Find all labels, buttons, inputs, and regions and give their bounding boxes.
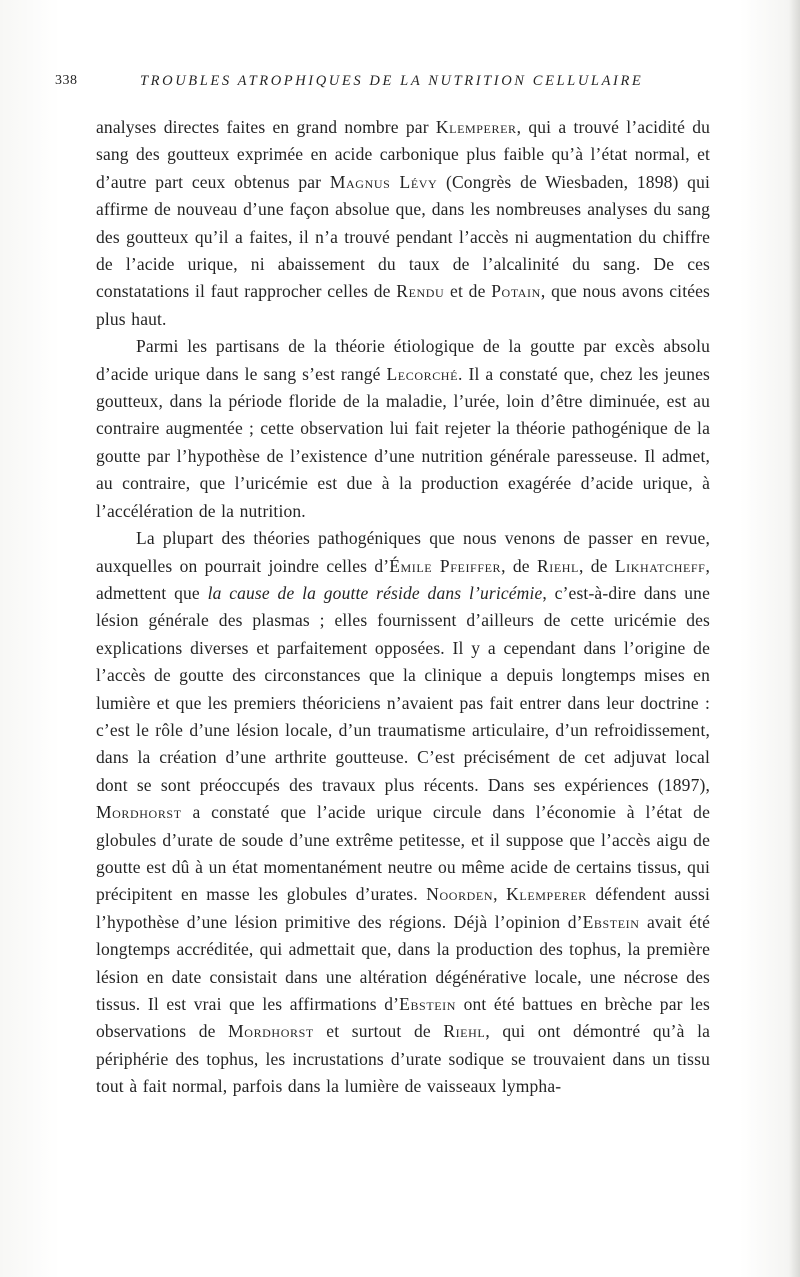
author-name: Riehl: [443, 1021, 486, 1042]
text-run: , admettent que: [96, 555, 710, 603]
emphasized-text: la cause de la goutte réside dans l’uricémie: [207, 582, 543, 603]
text-run: . Il a constaté que, chez les jeunes goutteux, dans la période floride de la maladie, l’urée, loin d’être diminuée, est au contraire augmentée ; cette observation lui fait rejeter la théorie pathogénique de la goutte par l’hypothèse de l’existence d’une nutrition générale paresseuse. Il admet, au contraire, que l’uricémie est due à la production exagérée d’acide urique, à l’accélération de la nutrition.: [96, 363, 710, 521]
author-name: Klemperer: [506, 884, 587, 905]
page-number: 338: [55, 73, 78, 88]
text-run: a constaté que l’acide urique circule dans l’économie à l’état de globules d’urate de soude d’une extrême petitesse, et il suppose que l’accès aigu de goutte est dû à un état momentanément neutre ou même acide de certains tissus, qui précipitent en masse les globules d’urates.: [96, 802, 710, 905]
text-run: Parmi les partisans de la théorie étiologique de la goutte par excès absolu d’acide urique dans le sang s’est rangé: [96, 336, 710, 384]
text-run: ,: [493, 884, 507, 905]
running-title: TROUBLES ATROPHIQUES DE LA NUTRITION CELLULAIRE: [140, 73, 644, 89]
text-run: , qui ont démontré qu’à la périphérie des tophus, les incrustations d’urate sodique se trouvaient dans un tissu tout à fait normal, parfois dans la lumière de vaisseaux lympha-: [96, 1021, 711, 1097]
text-run: , qui a trouvé l’acidité du sang des goutteux exprimée en acide carbonique plus faible qu’à l’état normal, et d’autre part ceux obtenus par: [96, 117, 710, 192]
paragraph-3: [96, 525, 710, 1101]
author-name: Noorden: [426, 884, 494, 905]
author-name: Mordhorst: [228, 1021, 314, 1042]
text-run: , que nous avons citées plus haut.: [96, 281, 711, 329]
author-name: Ebstein: [399, 994, 457, 1014]
text-run: , de: [578, 555, 615, 576]
text-run: ont été battues en brèche par les observations de: [96, 994, 710, 1042]
paragraph-2: [96, 333, 710, 525]
text-run: , c’est-à-dire dans une lésion générale des plasmas ; elles fournissent d’ailleurs de cette uricémie des explications diverses et parfaitement opposées. Il y a cependant dans l’origine de l’accès de goutte des circonstances que la clinique a depuis longtemps mises en lumière et que les premiers théoriciens n’avaient pas fait entrer dans leur doctrine : c’est le rôle d’une lésion locale, d’un traumatisme articulaire, d’un refroidissement, dans la création d’une arthrite goutteuse. C’est précisément de cet adjuvat local dont se sont préoccupés des travaux plus récents. Dans ses expériences (1897),: [96, 582, 711, 795]
author-name: Lecorché: [386, 363, 458, 384]
author-name: Magnus Lévy: [329, 171, 438, 192]
text-run: , de: [501, 555, 537, 576]
text-run: analyses directes faites en grand nombre par: [96, 117, 436, 137]
text-run: défendent aussi l’hypothèse d’une lésion primitive des régions. Déjà l’opinion d’: [96, 884, 710, 932]
text-run: et de: [444, 281, 492, 302]
author-name: Ebstein: [582, 911, 640, 932]
text-run: avait été longtemps accréditée, qui admettait que, dans la production des tophus, la première lésion en date consistait dans une altération dégénérative locale, une nécrose des tissus. Il est vrai que les affirmations d’: [96, 911, 711, 1014]
page-edge-shadow: [788, 0, 800, 1277]
text-run: et surtout de: [313, 1021, 444, 1042]
author-name: Mordhorst: [96, 802, 182, 823]
author-name: Klemperer: [435, 117, 517, 137]
text-run: La plupart des théories pathogéniques que nous venons de passer en revue, auxquelles on pourrait joindre celles d’: [96, 528, 710, 576]
page-header: [55, 73, 745, 99]
author-name: Rendu: [396, 281, 445, 302]
paragraph-1: [96, 114, 710, 333]
author-name: Riehl: [536, 555, 579, 576]
text-run: (Congrès de Wiesbaden, 1898) qui affirme de nouveau d’une façon absolue que, dans les nombreuses analyses du sang des goutteux qu’il a faites, il n’a trouvé pendant l’accès ni augmentation du chiffre de l’acide urique, ni abaissement du taux de l’alcalinité du sang. De ces constatations il faut rapprocher celles de: [96, 171, 710, 302]
author-name: Likhatcheff: [614, 555, 706, 576]
body-text: [96, 114, 710, 1101]
author-name: Potain: [491, 281, 541, 302]
author-name: Émile Pfeiffer: [389, 555, 502, 576]
